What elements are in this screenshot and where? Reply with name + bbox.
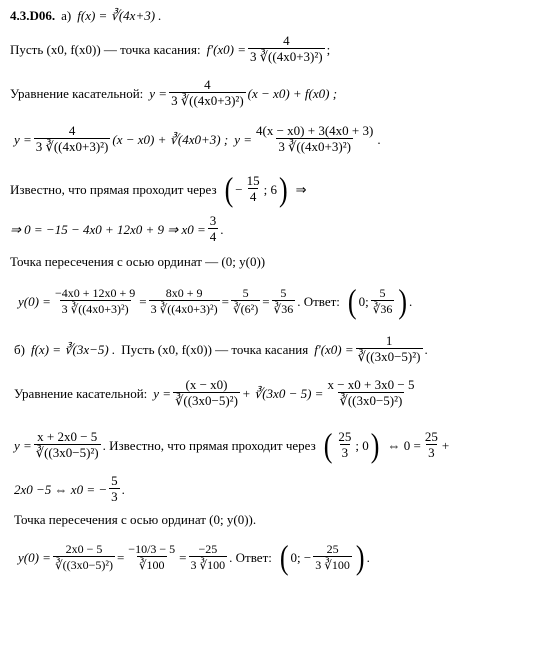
- rest: (x − x0) + ∛(4x0+3) ;: [112, 131, 229, 147]
- numerator: 5: [379, 286, 386, 300]
- denominator: 4: [249, 189, 257, 204]
- denominator: ∛((3x0−5)²): [339, 393, 403, 408]
- line-known-point-b: [14, 426, 450, 464]
- punct: ;: [326, 41, 331, 57]
- line-tangent-point: [10, 34, 330, 65]
- line-y0-a: [18, 282, 413, 320]
- eq: =: [262, 293, 270, 309]
- denominator: 3 ∛((4x0+3)²): [35, 139, 109, 154]
- numerator: x − x0 + 3x0 − 5: [327, 377, 415, 392]
- fraction-3: [231, 286, 260, 317]
- denominator: 3 ∛((4x0+3)²): [171, 93, 244, 108]
- denominator: ∛((3x0−5)²): [54, 558, 113, 572]
- numerator: x + 2x0 − 5: [37, 429, 98, 444]
- text: . Известно, что прямая проходит через: [102, 437, 316, 453]
- point-fraction: [336, 430, 353, 461]
- punct: .: [220, 221, 224, 237]
- numerator: 4: [204, 77, 211, 92]
- answer-label: . Ответ:: [297, 293, 340, 309]
- paren-open: (: [224, 170, 234, 208]
- lhs: y(0) =: [18, 549, 51, 565]
- denominator: 3 ∛((4x0+3)²): [250, 49, 323, 64]
- mid: + ∛(3x0 − 5) =: [241, 385, 324, 401]
- denominator: ∛100: [138, 558, 165, 572]
- fraction: [169, 78, 246, 109]
- answer-fraction: [371, 286, 395, 317]
- eq: =: [221, 293, 229, 309]
- line-solve-x0-b: [14, 474, 125, 505]
- lhs: y =: [14, 437, 32, 453]
- derivative-lhs: f′(x0) =: [206, 41, 247, 57]
- lhs: y =: [149, 85, 168, 101]
- numerator: 4(x − x0) + 3(4x0 + 3): [256, 123, 374, 138]
- denominator: 3 ∛100: [190, 558, 226, 572]
- denominator: ∛36: [372, 302, 393, 316]
- punct: .: [121, 481, 125, 497]
- line-part-b: [14, 334, 428, 365]
- point-y: ; 6: [263, 181, 277, 197]
- numerator: 25: [338, 429, 352, 444]
- numerator: 15: [246, 173, 260, 188]
- text: Точка пересечения с осью ординат (0; y(0)).: [14, 512, 257, 527]
- lhs: y(0) =: [18, 293, 51, 309]
- problem-header: [10, 8, 162, 24]
- numerator: 1: [385, 333, 393, 348]
- numerator: (x − x0): [185, 377, 228, 392]
- numerator: 4: [68, 123, 76, 138]
- text: Уравнение касательной:: [14, 385, 148, 401]
- fraction-2: [325, 378, 416, 409]
- fraction: [208, 214, 219, 245]
- eq: =: [139, 293, 147, 309]
- numerator: 5: [280, 286, 287, 300]
- denominator: ∛36: [273, 302, 294, 316]
- denominator: 3 ∛100: [315, 558, 350, 572]
- denominator: ∛((3x0−5)²): [357, 349, 421, 364]
- paren-close: ): [279, 170, 288, 208]
- line-y0-b: [18, 538, 370, 576]
- lhs: y =: [14, 131, 32, 147]
- line-solve-x0: [10, 214, 223, 245]
- derivative-lhs: f′(x0) =: [314, 341, 354, 357]
- line-intersection-title-b: [14, 512, 256, 528]
- punct: .: [366, 549, 370, 565]
- numerator: −10/3 − 5: [128, 542, 176, 556]
- answer-pre: 0;: [358, 293, 369, 309]
- punct: .: [377, 131, 381, 147]
- line-tangent-eq: [10, 78, 337, 109]
- numerator: 5: [242, 286, 249, 300]
- function-b: f(x) = ∛(3x−5) .: [30, 341, 116, 357]
- text: 2x0 −5 ⇔ x0 = −: [14, 481, 108, 497]
- paren-close: ): [370, 426, 380, 464]
- numerator: 4: [283, 33, 290, 48]
- fraction-2: [126, 542, 177, 573]
- line-known-point: [10, 170, 307, 208]
- text: Точка пересечения с осью ординат — (0; y(0)): [10, 254, 266, 269]
- numerator: 8x0 + 9: [165, 286, 203, 300]
- rhs-fraction: [423, 430, 440, 461]
- lhs: y =: [153, 385, 172, 401]
- part-a-label: а): [61, 8, 72, 23]
- paren-open: (: [323, 426, 333, 464]
- punct: .: [424, 341, 428, 357]
- lhs2: y =: [234, 131, 252, 147]
- fraction-1: [173, 378, 240, 409]
- line-tangent-expanded: [14, 124, 381, 155]
- point-fraction: [245, 174, 262, 205]
- eq: =: [179, 549, 187, 565]
- rest: ⇔ 0 =: [387, 437, 421, 453]
- denominator: ∛((3x0−5)²): [175, 393, 238, 408]
- rest: (x − x0) + f(x0) ;: [247, 85, 338, 101]
- fraction-4: [272, 286, 296, 317]
- numerator: 25: [424, 429, 438, 444]
- implies-arrow: ⇒: [295, 181, 307, 197]
- answer-label: . Ответ:: [229, 549, 272, 565]
- answer-pre: 0; −: [290, 549, 312, 565]
- line-intersection-title: [10, 254, 265, 270]
- numerator: 3: [209, 213, 217, 228]
- text: Пусть (x0, f(x0)) — точка касания:: [10, 41, 201, 57]
- denominator: 3: [428, 445, 435, 460]
- part-b-label: б): [14, 341, 25, 357]
- fraction: [34, 430, 101, 461]
- numerator: −4x0 + 12x0 + 9: [54, 286, 136, 300]
- text: Уравнение касательной:: [10, 85, 144, 101]
- paren-close: ): [398, 282, 408, 320]
- denominator: 3: [341, 445, 349, 460]
- denominator: 3 ∛((4x0+3)²): [150, 302, 218, 316]
- numerator: −25: [198, 542, 218, 556]
- numerator: 5: [111, 473, 118, 488]
- function-a: f(x) = ∛(4x+3) .: [77, 8, 162, 23]
- fraction-2: [254, 124, 375, 155]
- denominator: 4: [209, 229, 217, 244]
- sign: −: [235, 181, 243, 197]
- text: Известно, что прямая проходит через: [10, 181, 217, 197]
- denominator: ∛(6²): [232, 302, 259, 316]
- fraction: [356, 334, 423, 365]
- text: ⇒ 0 = −15 − 4x0 + 12x0 + 9 ⇒ x0 =: [10, 221, 206, 237]
- numerator: 2x0 − 5: [65, 542, 103, 556]
- fraction-1: [53, 286, 137, 317]
- paren-open: (: [279, 538, 289, 576]
- text: Пусть (x0, f(x0)) — точка касания: [121, 341, 309, 357]
- punct: +: [441, 437, 450, 453]
- fraction: [109, 474, 120, 505]
- eq: =: [116, 549, 125, 565]
- fraction: [34, 124, 111, 155]
- denominator: 3 ∛((4x0+3)²): [61, 302, 129, 316]
- point-y: ; 0: [355, 437, 369, 453]
- answer-fraction: [313, 542, 352, 573]
- fraction-2: [149, 286, 220, 317]
- fraction-1: [53, 542, 115, 573]
- fraction-3: [189, 542, 228, 573]
- problem-id: 4.3.D06.: [10, 8, 56, 23]
- denominator: ∛((3x0−5)²): [35, 445, 99, 460]
- fraction: [248, 34, 325, 65]
- line-tangent-eq-b: [14, 378, 418, 409]
- paren-close: ): [355, 538, 365, 576]
- punct: .: [409, 293, 413, 309]
- denominator: 3: [111, 489, 118, 504]
- paren-open: (: [347, 282, 357, 320]
- numerator: 25: [326, 542, 339, 556]
- denominator: 3 ∛((4x0+3)²): [278, 139, 351, 154]
